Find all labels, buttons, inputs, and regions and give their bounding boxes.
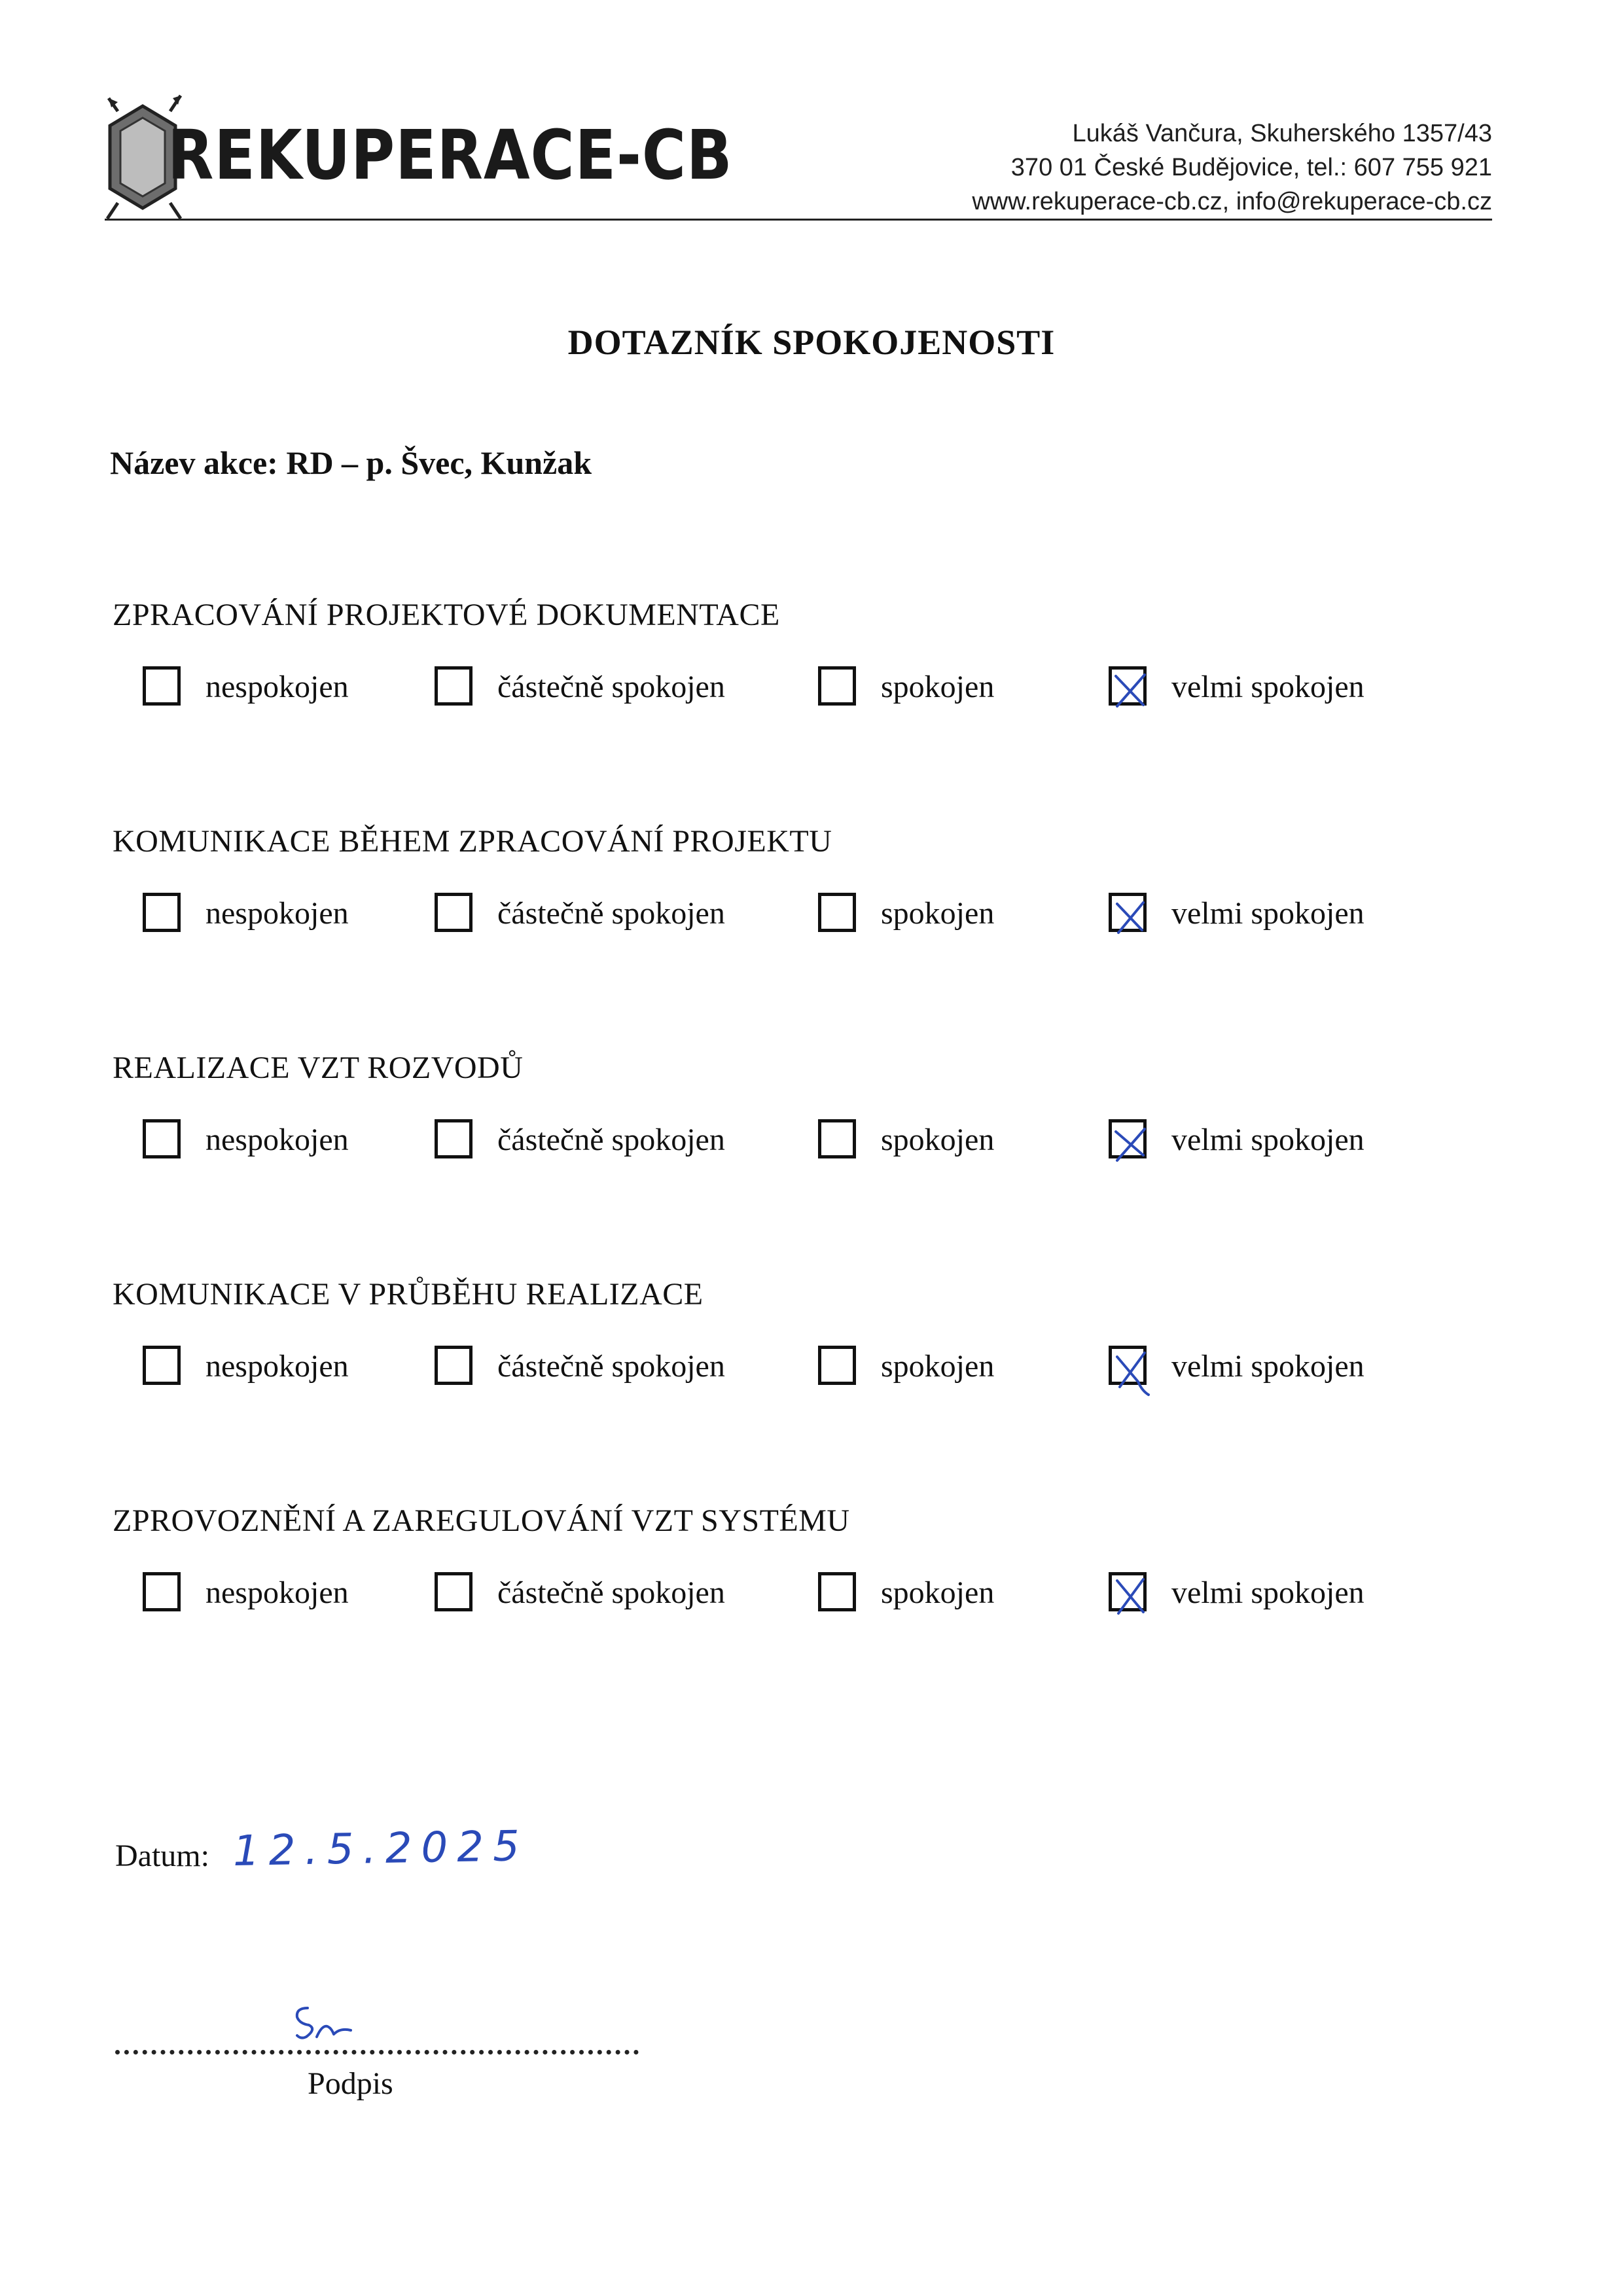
option-label: nespokojen [205,1122,349,1157]
option-label: velmi spokojen [1171,896,1364,931]
contact-city-phone-line: 370 01 České Budějovice, tel.: 607 755 921 [1010,154,1492,181]
handwritten-cross-icon [1108,1570,1154,1620]
section-title: ZPROVOZNĚNÍ A ZAREGULOVÁNÍ VZT SYSTÉMU [113,1503,850,1538]
section-title: REALIZACE VZT ROZVODŮ [113,1050,524,1085]
rating-section-project-documentation [111,597,1551,754]
event-name: Název akce: RD – p. Švec, Kunžak [110,444,592,481]
option-label: částečně spokojen [497,1122,725,1157]
option-label: spokojen [881,1122,995,1157]
rating-section-commissioning [111,1503,1551,1660]
option-label: velmi spokojen [1171,1575,1364,1610]
option-label: částečně spokojen [497,1575,725,1610]
option-label: spokojen [881,1349,995,1384]
company-logo [105,92,733,223]
checkbox[interactable] [143,893,181,932]
company-contact-block [972,117,1492,219]
handwritten-cross-icon [1108,1344,1154,1403]
option-label: částečně spokojen [497,896,725,931]
checkbox[interactable] [818,1346,856,1385]
header-divider [105,219,1492,221]
checkbox[interactable] [143,666,181,706]
signature-line [115,2050,639,2054]
option-label: nespokojen [205,1575,349,1610]
handwritten-cross-icon [1108,891,1154,941]
checkbox[interactable] [143,1119,181,1158]
logo-wordmark: REKUPERACE-CB [168,115,733,195]
document-title: DOTAZNÍK SPOKOJENOSTI [567,323,1056,362]
option-label: spokojen [881,670,995,704]
date-value-handwritten[interactable]: 12.5.2025 [232,1822,529,1876]
checkbox[interactable] [435,666,473,706]
option-label: velmi spokojen [1171,1122,1364,1157]
option-label: spokojen [881,1575,995,1610]
checkbox-checked[interactable] [1109,666,1147,706]
option-label: spokojen [881,896,995,931]
rating-section-realization-communication [111,1276,1551,1433]
option-label: nespokojen [205,896,349,931]
option-label: nespokojen [205,1349,349,1384]
checkbox-checked[interactable] [1109,1346,1147,1385]
section-title: ZPRACOVÁNÍ PROJEKTOVÉ DOKUMENTACE [113,598,780,632]
checkbox[interactable] [818,893,856,932]
checkbox-checked[interactable] [1109,1572,1147,1611]
option-label: částečně spokojen [497,1349,725,1384]
checkbox[interactable] [818,1119,856,1158]
section-title: KOMUNIKACE BĚHEM ZPRACOVÁNÍ PROJEKTU [113,824,832,859]
checkbox[interactable] [435,1572,473,1611]
option-label: nespokojen [205,670,349,704]
checkbox-checked[interactable] [1109,1119,1147,1158]
checkbox[interactable] [818,1572,856,1611]
option-label: částečně spokojen [497,670,725,704]
rating-section-vzt-installation [111,1050,1551,1207]
signature-label: Podpis [308,2066,393,2101]
option-label: velmi spokojen [1171,670,1364,704]
rating-section-project-communication [111,823,1551,980]
contact-web-email-line: www.rekuperace-cb.cz, info@rekuperace-cb.cz [972,188,1492,215]
section-title: KOMUNIKACE V PRŮBĚHU REALIZACE [113,1277,704,1312]
checkbox[interactable] [143,1346,181,1385]
checkbox[interactable] [435,1346,473,1385]
signature-icon [288,1996,366,2055]
checkbox[interactable] [143,1572,181,1611]
date-label: Datum: [115,1839,209,1873]
handwritten-cross-icon [1108,664,1154,714]
checkbox[interactable] [435,1119,473,1158]
option-label: velmi spokojen [1171,1349,1364,1384]
handwritten-cross-icon [1108,1117,1154,1167]
checkbox-checked[interactable] [1109,893,1147,932]
contact-address-line: Lukáš Vančura, Skuherského 1357/43 [1072,120,1492,147]
checkbox[interactable] [818,666,856,706]
checkbox[interactable] [435,893,473,932]
